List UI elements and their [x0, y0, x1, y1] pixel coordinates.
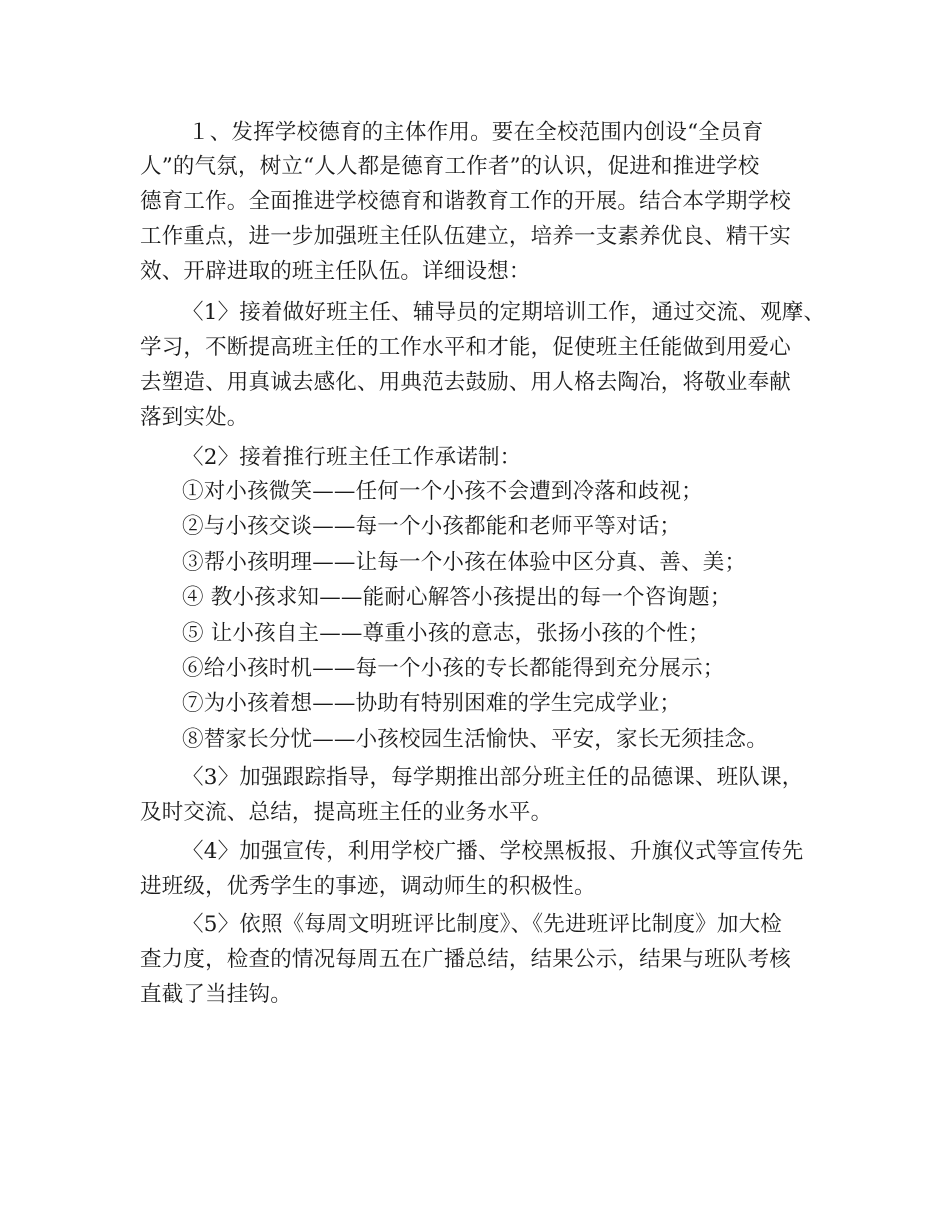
commitment-3: ③帮小孩明理——让每一个小孩在体验中区分真、善、美；: [182, 550, 747, 575]
item-3-line-2: 及时交流、总结，提高班主任的业务水平。: [140, 800, 553, 825]
item-1-line-3: 去塑造、用真诚去感化、用典范去鼓励、用人格去陶冶，将敬业奉献: [140, 370, 792, 395]
commitment-4: ④ 教小孩求知——能耐心解答小孩提出的每一个咨询题；: [182, 585, 732, 610]
item-4-line-2: 进班级，优秀学生的事迹，调动师生的积极性。: [140, 874, 596, 899]
item-4-line-1: 〈4〉加强宣传，利用学校广播、学校黑板报、升旗仪式等宣传先: [182, 839, 804, 864]
item-1-line-1: 〈1〉接着做好班主任、辅导员的定期培训工作，通过交流、观摩、: [182, 300, 826, 325]
paragraph-1-line-4: 工作重点，进一步加强班主任队伍建立，培养一支素养优良、精干实: [140, 224, 792, 249]
paragraph-1-line-3: 德育工作。全面推进学校德育和谐教育工作的开展。结合本学期学校: [140, 189, 792, 214]
paragraph-1-line-5: 效、开辟进取的班主任队伍。详细设想：: [140, 259, 531, 284]
paragraph-1-line-1: １、发挥学校德育的主体作用。要在全校范围内创设“全员育: [188, 120, 764, 145]
item-5-line-3: 直截了当挂钩。: [140, 982, 292, 1007]
item-5-line-2: 查力度，检查的情况每周五在广播总结，结果公示，结果与班队考核: [140, 947, 792, 972]
item-3-line-1: 〈3〉加强跟踪指导，每学期推出部分班主任的品德课、班队课，: [182, 765, 804, 790]
item-1-line-2: 学习，不断提高班主任的工作水平和才能，促使班主任能做到用爱心: [140, 335, 792, 360]
paragraph-1-line-2: 人”的气氛，树立“人人都是德育工作者”的认识，促进和推进学校: [140, 154, 760, 179]
commitment-8: ⑧替家长分忧——小孩校园生活愉快、平安，家长无须挂念。: [182, 727, 768, 752]
item-5-line-1: 〈5〉依照《每周文明班评比制度》、《先进班评比制度》加大检: [182, 912, 782, 937]
commitment-2: ②与小孩交谈——每一个小孩都能和老师平等对话；: [182, 514, 682, 539]
commitment-7: ⑦为小孩着想——协助有特别困难的学生完成学业；: [182, 691, 682, 716]
commitment-1: ①对小孩微笑——任何一个小孩不会遭到冷落和歧视；: [182, 479, 703, 504]
commitment-6: ⑥给小孩时机——每一个小孩的专长都能得到充分展示；: [182, 656, 725, 681]
commitment-5: ⑤ 让小孩自主——尊重小孩的意志，张扬小孩的个性；: [182, 621, 710, 646]
item-1-line-4: 落到实处。: [140, 405, 249, 430]
item-2-heading: 〈2〉接着推行班主任工作承诺制：: [182, 445, 522, 470]
